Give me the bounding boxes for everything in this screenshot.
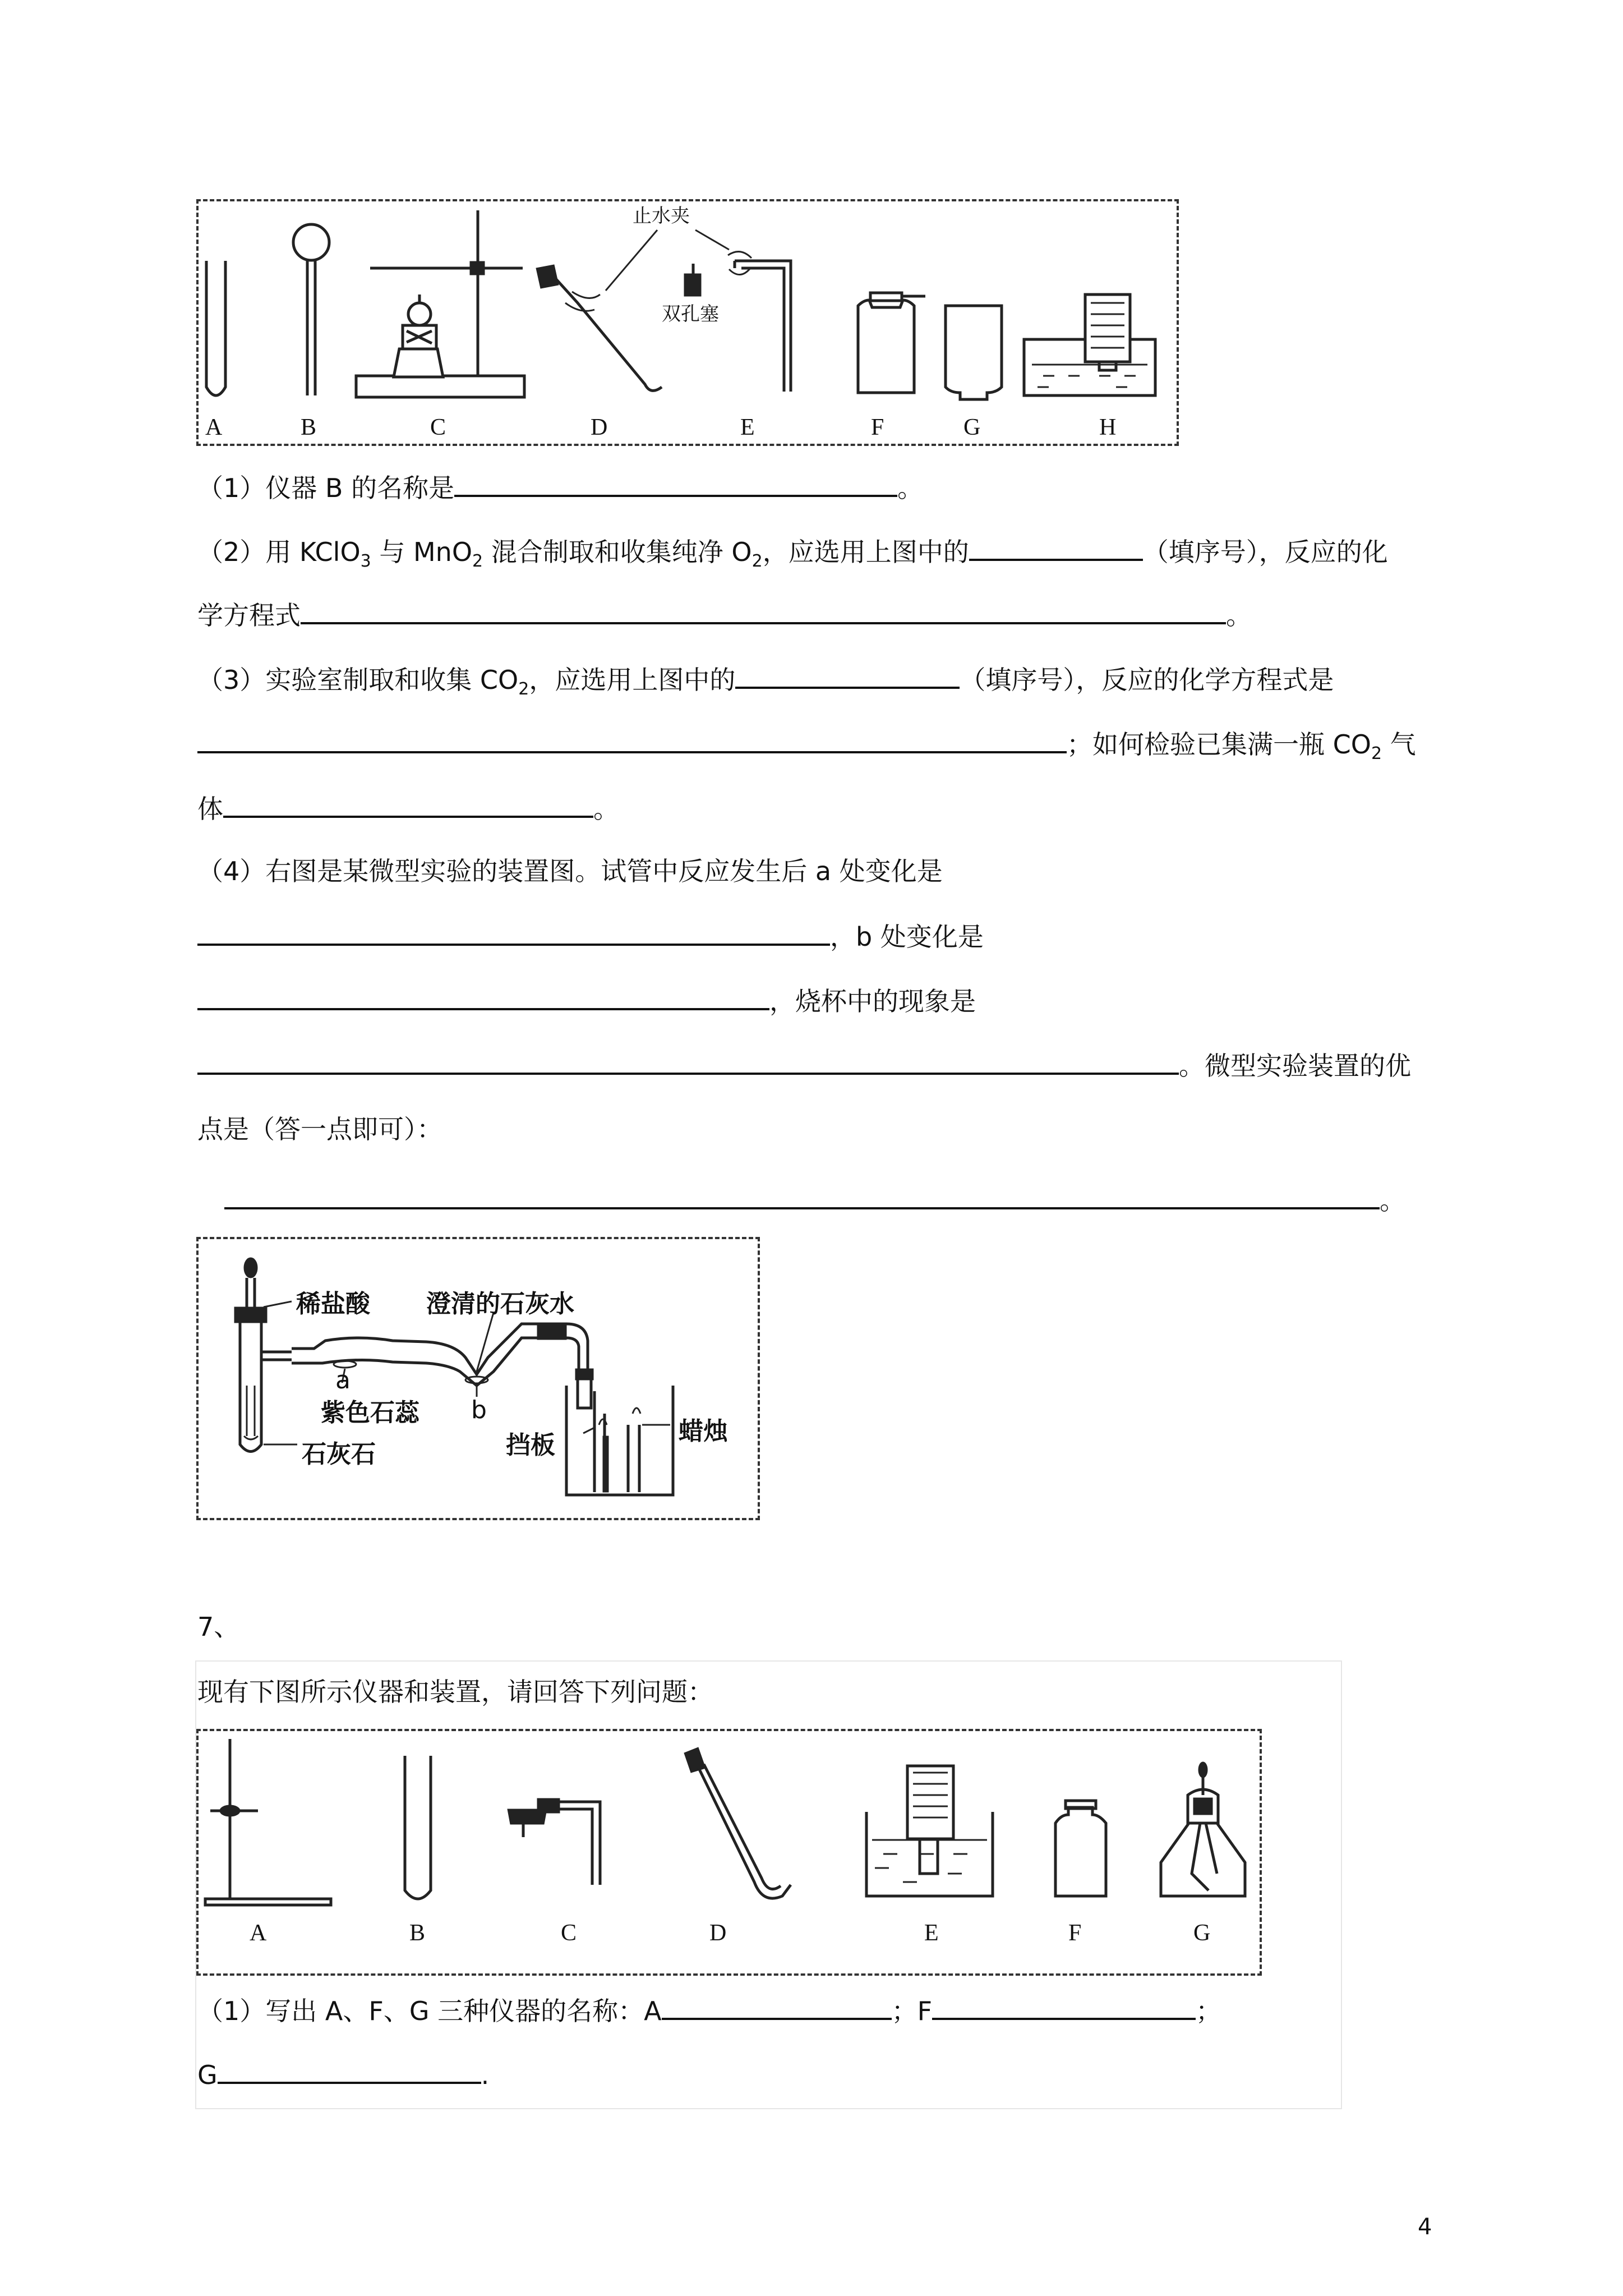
label-a: a [335,1366,351,1395]
q6-part4-line4: 。微型实验装置的优 [197,1048,1411,1083]
fig1-label-g: G [963,415,981,440]
q7-part1-line2: G . [197,2057,489,2092]
q6-part4-line3: ，烧杯中的现象是 [197,983,976,1018]
fig1-label-b: B [301,415,317,440]
label-candle: 蜡烛 [679,1417,728,1446]
fig1-stopper-label: 双孔塞 [662,303,719,325]
fig1-clip-label: 止水夹 [633,205,690,227]
q6-part3-line1: （3）实验室制取和收集 $CO_2$，应选用上图中的 （填序号），反应的化学方程式是 [197,662,1334,706]
fig2-label-d: D [709,1920,727,1946]
label-limewater: 澄清的石灰水 [426,1290,574,1318]
label-baffle: 挡板 [506,1431,555,1460]
q6-part4-line1: （4）右图是某微型实验的装置图。试管中反应发生后 a 处变化是 [197,856,943,886]
fig1-label-c: C [430,415,446,440]
label-limestone: 石灰石 [302,1440,376,1469]
fig2-label-a: A [250,1920,267,1946]
label-b: b [471,1396,487,1424]
fig2-label-b: B [409,1920,426,1946]
fig2-label-e: E [924,1920,939,1946]
q6-part3-line2: ；如何检验已集满一瓶 $CO_2$ 气 [197,726,1416,771]
fig1-label-f: F [871,415,884,440]
fig1-label-e: E [740,415,755,440]
fig1-label-a: A [205,415,223,440]
q6-part4-line2: ，b 处变化是 [197,919,984,954]
fig1-label-h: H [1099,415,1117,440]
fig1-label-d: D [591,415,608,440]
q7-part1-line1: （1）写出 A、F、G 三种仪器的名称：A ；F ； [197,1993,1221,2028]
q6-part1: （1）仪器 B 的名称是 。 [197,470,923,505]
fig2-label-f: F [1068,1920,1082,1946]
fig2-label-c: C [561,1920,577,1946]
q7-intro: 现有下图所示仪器和装置，请回答下列问题： [197,1677,713,1707]
fig2-label-g: G [1193,1920,1211,1946]
q7-number: 7、 [197,1612,240,1642]
q6-part2-line2: 学方程式 。 [197,597,1252,632]
q6-part3-line3: 体 。 [197,791,619,826]
q6-part2-line1: （2）用 KClO$_3$ 与 MnO$_2$ 混合制取和收集纯净 $O_2$，应选用上图中的 （填序号），反应的化 [197,534,1388,578]
q6-part4-line5: 点是（答一点即可）： [197,1114,442,1144]
label-litmus: 紫色石蕊 [321,1398,419,1427]
label-dilute-hcl: 稀盐酸 [296,1290,370,1318]
q6-part4-line6: 。 [224,1182,1405,1217]
page-number: 4 [1418,2214,1432,2240]
